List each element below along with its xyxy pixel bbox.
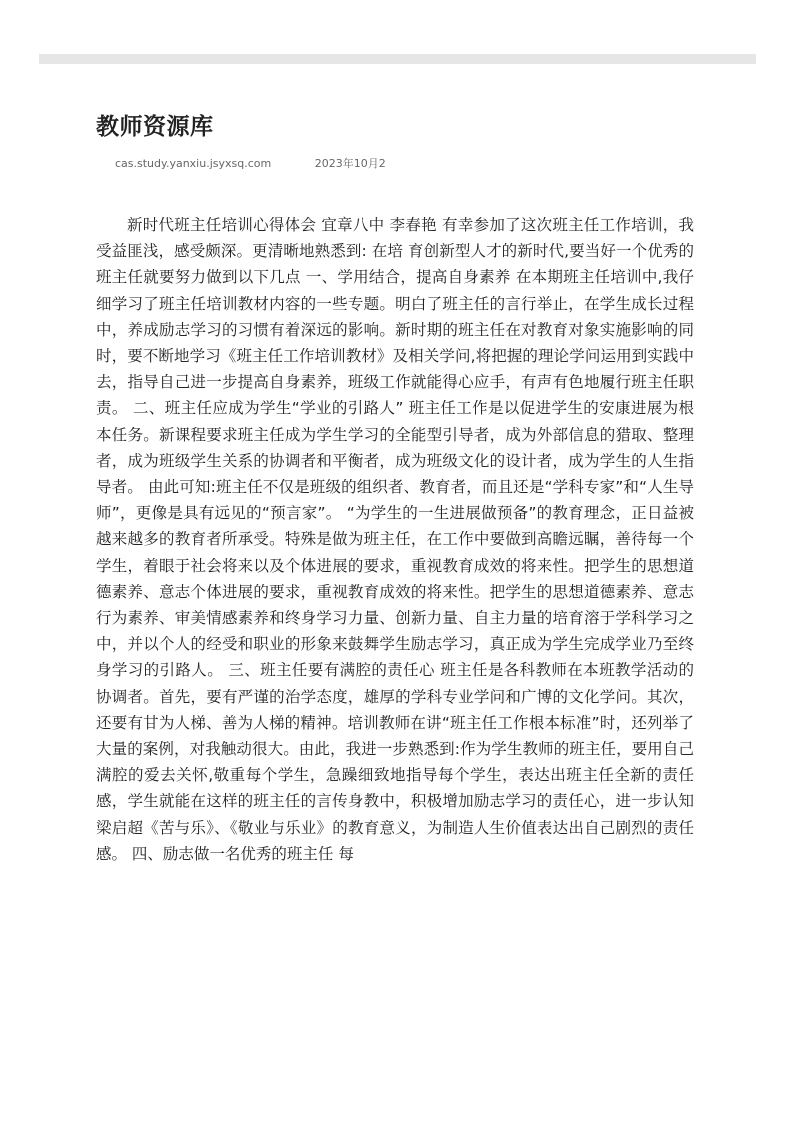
page-title: 教师资源库 <box>96 114 214 140</box>
source-url: cas.study.yanxiu.jsyxsq.com <box>115 157 272 170</box>
publish-date: 2023年10月2 <box>314 157 386 170</box>
document-meta <box>115 155 386 171</box>
header-divider-bar <box>39 54 756 64</box>
article-body: 新时代班主任培训心得体会 宜章八中 李春艳 有幸参加了这次班主任工作培训，我受益匪浅，感受颇深。更清晰地熟悉到: 在培 育创新型人才的新时代,要当好一个优秀的班主任就要努力做到以下几点 一、学用结合，提高自身素养 在本期班主任培训中,我仔细学习了班主任培训教材内容的一些专题。明白了班主任的言行举止，在学生成长过程中，养成励志学习的习惯有着深远的影响。新时期的班主任在对教育对象实施影响的同时，要不断地学习《班主任工作培训教材》及相关学问,将把握的理论学问运用到实践中去，指导自己进一步提高自身素养，班级工作就能得心应手，有声有色地履行班主任职责。 二、班主任应成为学生“学业的引路人” 班主任工作是以促进学生的安康进展为根本任务。新课程要求班主任成为学生学习的全能型引导者，成为外部信息的猎取、整理者，成为班级学生关系的协调者和平衡者，成为班级文化的设计者，成为学生的人生指导者。 由此可知:班主任不仅是班级的组织者、教育者，而且还是“学科专家”和“人生导师”，更像是具有远见的“预言家”。 “为学生的一生进展做预备”的教育理念，正日益被越来越多的教育者所承受。特殊是做为班主任，在工作中要做到高瞻远瞩，善待每一个学生，着眼于社会将来以及个体进展的要求，重视教育成效的将来性。把学生的思想道德素养、意志个体进展的要求，重视教育成效的将来性。把学生的思想道德素养、意志行为素养、审美情感素养和终身学习力量、创新力量、自主力量的培育溶于学科学习之中，并以个人的经受和职业的形象来鼓舞学生励志学习，真正成为学生完成学业乃至终身学习的引路人。 三、班主任要有满腔的责任心 班主任是各科教师在本班教学活动的协调者。首先，要有严谨的治学态度，雄厚的学科专业学问和广博的文化学问。其次，还要有甘为人梯、善为人梯的精神。培训教师在讲“班主任工作根本标准”时，还列举了大量的案例，对我触动很大。由此，我进一步熟悉到:作为学生教师的班主任，要用自己满腔的爱去关怀,敬重每个学生，急躁细致地指导每个学生，表达出班主任全新的责任感，学生就能在这样的班主任的言传身教中，积极增加励志学习的责任心，进一步认知梁启超《苦与乐》、《敬业与乐业》的教育意义，为制造人生价值表达出自己剧烈的责任感。 四、励志做一名优秀的班主任 每 <box>96 216 694 863</box>
